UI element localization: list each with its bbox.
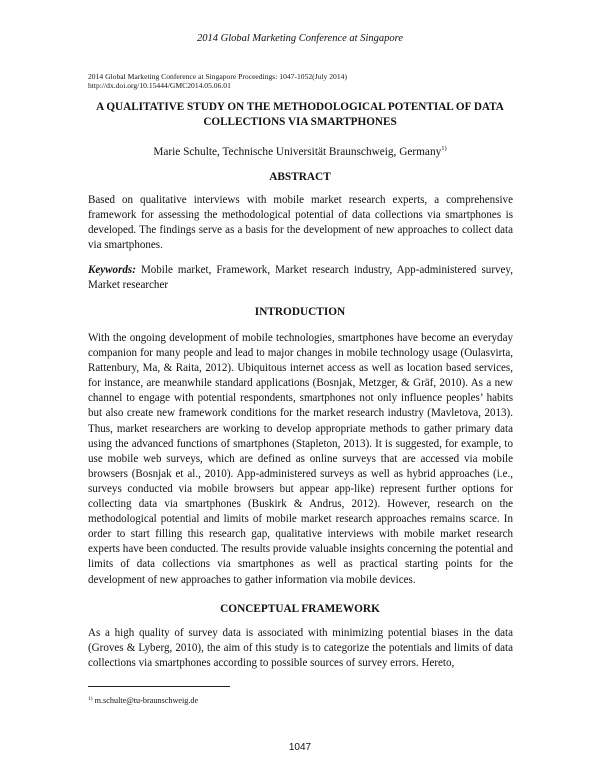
- page-number: 1047: [288, 742, 312, 753]
- footnote-email[interactable]: m.schulte@tu-braunschweig.de: [92, 696, 199, 705]
- abstract-heading: ABSTRACT: [269, 171, 331, 183]
- keywords-text: Mobile market, Framework, Market research industry, App-administered survey, Market researcher: [88, 264, 513, 292]
- paper-title: A QUALITATIVE STUDY ON THE METHODOLOGICAL POTENTIAL OF DATA COLLECTIONS VIA SMARTPHONES: [96, 101, 504, 128]
- introduction-heading: INTRODUCTION: [254, 306, 346, 318]
- author-affiliation: Marie Schulte, Technische Universität Braunschweig, Germany: [153, 146, 442, 158]
- footnote-marker: 1): [88, 696, 93, 702]
- author-line: [0, 145, 600, 158]
- proceedings-citation: 2014 Global Marketing Conference at Singapore Proceedings: 1047-1052(July 2014): [88, 72, 347, 81]
- conceptual-framework-text: As a high quality of survey data is associated with minimizing potential biases in the data (Groves & Lyberg, 2010), the aim of this study is to categorize the potentials and limits of data collections via smartphones according to possible sources of survey errors. Hereto,: [88, 627, 513, 670]
- running-header: 2014 Global Marketing Conference at Singapore: [197, 33, 403, 44]
- keywords: [88, 263, 513, 293]
- introduction-text: With the ongoing development of mobile technologies, smartphones have become an everyday companion for many people and lead to major changes in mobile technology usage (Oulasvirta, Rattenbury, Ma, & Raita, 2012). Ubiquitous internet access as well as location based services, for instance, are meanwhile standard applications (Bosnjak, Metzger, & Gräf, 2010). As a new channel to engage with potential respondents, smartphones not only influence peoples’ habits but also create new framework conditions for the market research industry (Mavletova, 2013). Thus, market researchers are working to develop appropriate methods to gather primary data using the advanced functions of smartphones (Stapleton, 2013). It is suggested, for example, to use mobile web surveys, which are defined as online surveys that are accessed via mobile browsers (Bosnjak et al., 2010). App-administered surveys as well as hybrid approaches (i.e., surveys conducted via mobile browsers but appear app-like) represent further options for collecting data via smartphones (Buskirk & Andrus, 2012). However, research on the methodological potential and limits of mobile market research approaches remains scarce. In order to start filling this research gap, qualitative interviews with mobile market research experts have been conducted. The results provide valuable insights concerning the potential and limits of data collections via smartphones as well as practical starting points for the development of new approaches to gather information via mobile devices.: [88, 332, 513, 586]
- footnote-divider: [88, 686, 230, 687]
- doi-link[interactable]: http://dx.doi.org/10.15444/GMC2014.05.06.01: [88, 81, 231, 90]
- author-footnote-marker: 1): [441, 145, 447, 152]
- footnote: [88, 696, 198, 705]
- conceptual-framework-heading: CONCEPTUAL FRAMEWORK: [220, 603, 380, 615]
- keywords-label: Keywords:: [88, 264, 136, 276]
- abstract-text: Based on qualitative interviews with mobile market research experts, a comprehensive framework for assessing the methodological potential of data collections via smartphones is developed. The findings serve as a basis for the development of new approaches to collect data via smartphones.: [88, 194, 513, 252]
- proceedings-info: [88, 72, 347, 90]
